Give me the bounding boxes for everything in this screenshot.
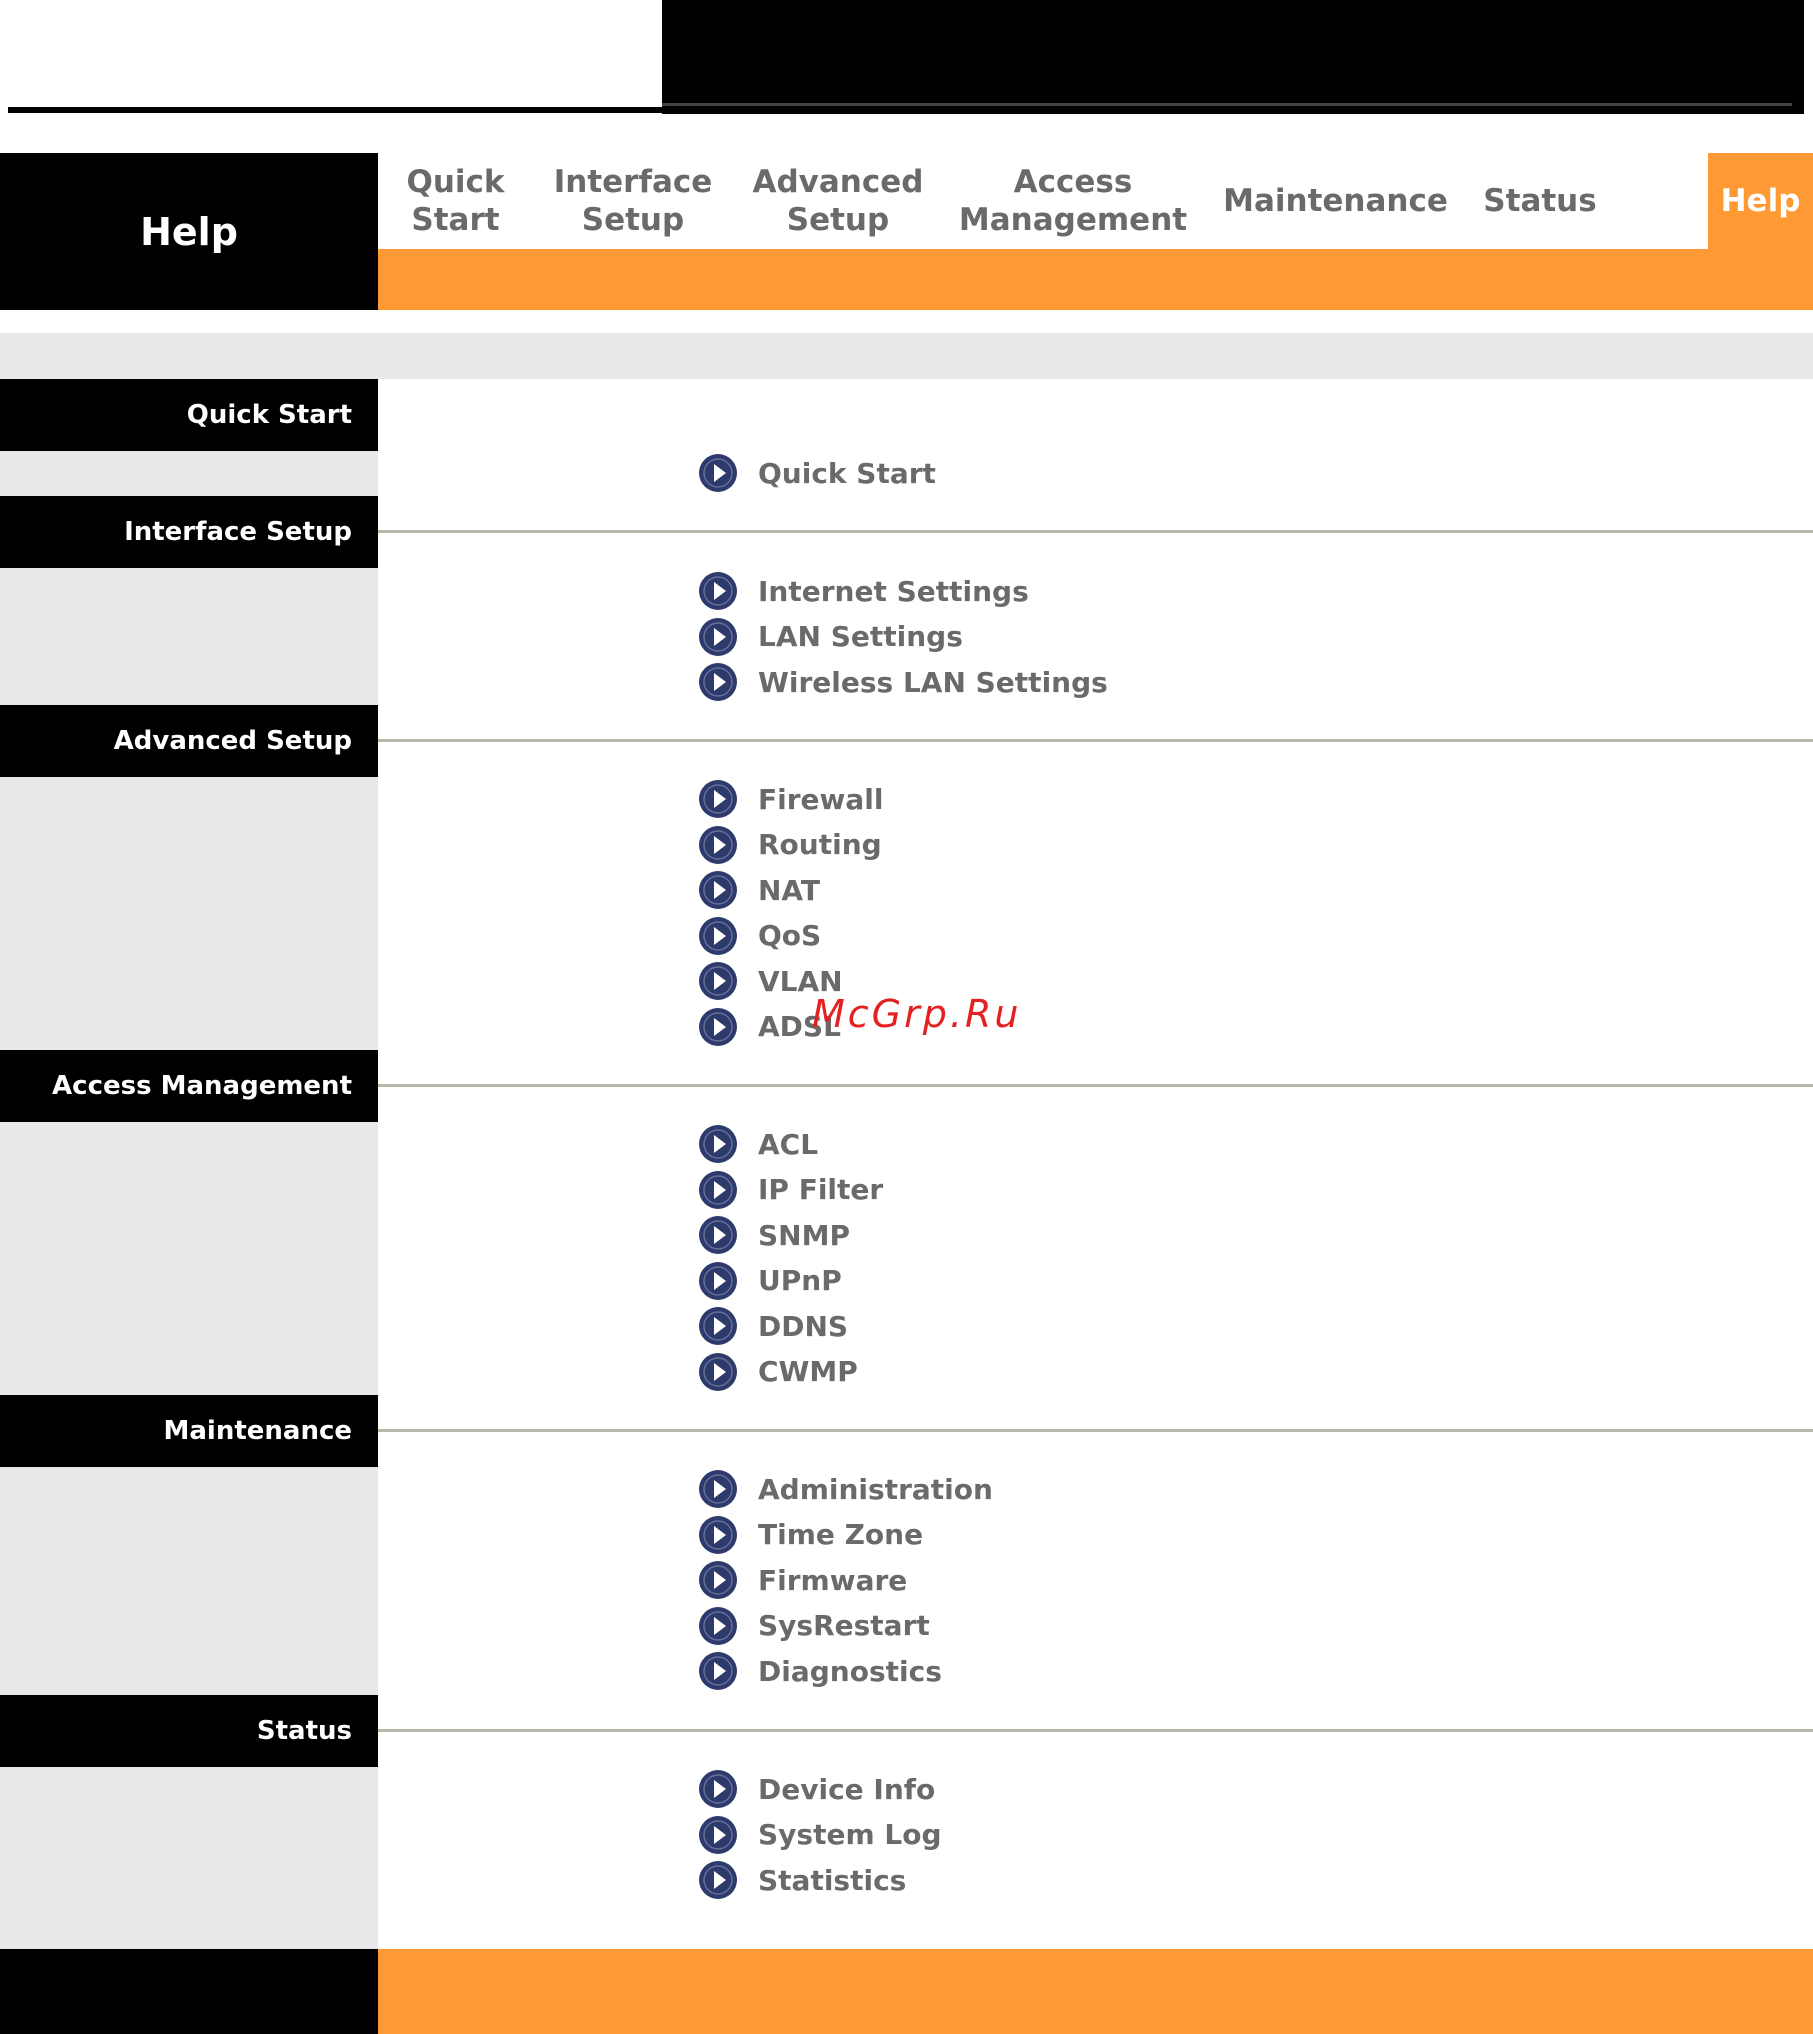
help-link-qos[interactable] — [698, 914, 821, 958]
help-link-firmware[interactable] — [698, 1558, 907, 1602]
help-link-label: NAT — [758, 873, 821, 907]
section-header-status: Status — [0, 1695, 378, 1767]
arrow-right-circle-icon — [698, 1124, 738, 1164]
help-link-administration[interactable] — [698, 1467, 993, 1511]
arrow-right-circle-icon — [698, 1815, 738, 1855]
arrow-right-circle-icon — [698, 916, 738, 956]
help-link-label: Time Zone — [758, 1518, 924, 1551]
help-link-diagnostics[interactable] — [698, 1649, 942, 1693]
arrow-right-circle-icon — [698, 1352, 738, 1392]
help-link-internet-settings[interactable] — [698, 569, 1029, 613]
section-divider — [378, 739, 1813, 742]
help-link-firewall[interactable] — [698, 777, 883, 821]
help-link-label: ACL — [758, 1127, 819, 1161]
help-link-system-log[interactable] — [698, 1813, 942, 1857]
arrow-right-circle-icon — [698, 961, 738, 1001]
help-link-label: Firewall — [758, 782, 884, 816]
section-header-interface-setup: Interface Setup — [0, 496, 378, 568]
arrow-right-circle-icon — [698, 1769, 738, 1809]
arrow-right-circle-icon — [698, 1469, 738, 1509]
header-spacer-band — [0, 333, 1813, 379]
footer-left — [0, 1949, 378, 2034]
help-link-label: ADSL — [758, 1010, 841, 1043]
help-link-label: Wireless LAN Settings — [758, 665, 1108, 699]
tab-interface-setup[interactable]: Interface Setup — [553, 164, 713, 238]
help-link-label: Firmware — [758, 1563, 908, 1597]
help-link-label: SysRestart — [758, 1609, 930, 1642]
arrow-right-circle-icon — [698, 617, 738, 657]
help-link-ip-filter[interactable] — [698, 1168, 883, 1212]
help-link-sysrestart[interactable] — [698, 1604, 930, 1648]
section-divider — [378, 1084, 1813, 1087]
help-link-label: Quick Start — [758, 456, 936, 490]
top-banner-rule — [662, 103, 1792, 106]
help-link-label: IP Filter — [758, 1173, 884, 1206]
arrow-right-circle-icon — [698, 571, 738, 611]
watermark-text: McGrp.Ru — [812, 992, 1022, 1036]
tab-access-management[interactable]: Access Management — [958, 164, 1188, 238]
arrow-right-circle-icon — [698, 1261, 738, 1301]
page-title-box — [0, 153, 378, 310]
arrow-right-circle-icon — [698, 1606, 738, 1646]
tab-status[interactable]: Status — [1483, 183, 1597, 219]
help-link-label: LAN Settings — [758, 620, 963, 653]
help-link-snmp[interactable] — [698, 1213, 850, 1257]
section-header-quick-start: Quick Start — [0, 379, 378, 451]
help-link-label: DDNS — [758, 1309, 849, 1343]
tab-maintenance[interactable]: Maintenance — [1223, 183, 1448, 219]
arrow-right-circle-icon — [698, 1306, 738, 1346]
help-link-cwmp[interactable] — [698, 1350, 858, 1394]
help-link-routing[interactable] — [698, 823, 882, 867]
section-header-maintenance: Maintenance — [0, 1395, 378, 1467]
footer-bar — [378, 1949, 1813, 2034]
page-title: Help — [140, 209, 238, 254]
help-link-quick-start[interactable] — [698, 451, 936, 495]
top-banner — [662, 0, 1804, 114]
section-divider — [378, 530, 1813, 533]
help-link-statistics[interactable] — [698, 1858, 906, 1902]
section-divider — [378, 1729, 1813, 1732]
help-link-ddns[interactable] — [698, 1304, 848, 1348]
section-header-advanced-setup: Advanced Setup — [0, 705, 378, 777]
help-link-label: UPnP — [758, 1264, 842, 1297]
arrow-right-circle-icon — [698, 1560, 738, 1600]
help-link-label: Diagnostics — [758, 1654, 942, 1688]
arrow-right-circle-icon — [698, 1215, 738, 1255]
help-link-label: Routing — [758, 828, 882, 861]
arrow-right-circle-icon — [698, 870, 738, 910]
tab-help[interactable]: Help — [1708, 153, 1813, 249]
nav-underline-strip — [378, 249, 1813, 310]
help-link-acl[interactable] — [698, 1122, 818, 1166]
arrow-right-circle-icon — [698, 779, 738, 819]
help-link-label: QoS — [758, 919, 822, 952]
help-link-device-info[interactable] — [698, 1767, 935, 1811]
arrow-right-circle-icon — [698, 453, 738, 493]
arrow-right-circle-icon — [698, 1170, 738, 1210]
help-link-label: Statistics — [758, 1863, 907, 1897]
help-link-label: Administration — [758, 1472, 993, 1506]
help-link-nat[interactable] — [698, 868, 820, 912]
help-link-time-zone[interactable] — [698, 1513, 923, 1557]
help-link-label: Device Info — [758, 1772, 936, 1806]
top-rule — [8, 107, 664, 113]
help-link-upnp[interactable] — [698, 1259, 842, 1303]
help-link-label: System Log — [758, 1818, 942, 1851]
tab-quick-start[interactable]: Quick Start — [406, 164, 505, 238]
arrow-right-circle-icon — [698, 825, 738, 865]
help-link-wireless-lan-settings[interactable] — [698, 660, 1108, 704]
help-link-label: VLAN — [758, 964, 843, 998]
help-link-label: Internet Settings — [758, 574, 1029, 608]
arrow-right-circle-icon — [698, 1515, 738, 1555]
arrow-right-circle-icon — [698, 1860, 738, 1900]
section-header-access-management: Access Management — [0, 1050, 378, 1122]
arrow-right-circle-icon — [698, 1651, 738, 1691]
section-divider — [378, 1429, 1813, 1432]
arrow-right-circle-icon — [698, 662, 738, 702]
tab-advanced-setup[interactable]: Advanced Setup — [752, 164, 924, 238]
help-link-lan-settings[interactable] — [698, 615, 963, 659]
arrow-right-circle-icon — [698, 1007, 738, 1047]
help-link-label: SNMP — [758, 1218, 850, 1252]
help-link-label: CWMP — [758, 1355, 858, 1388]
